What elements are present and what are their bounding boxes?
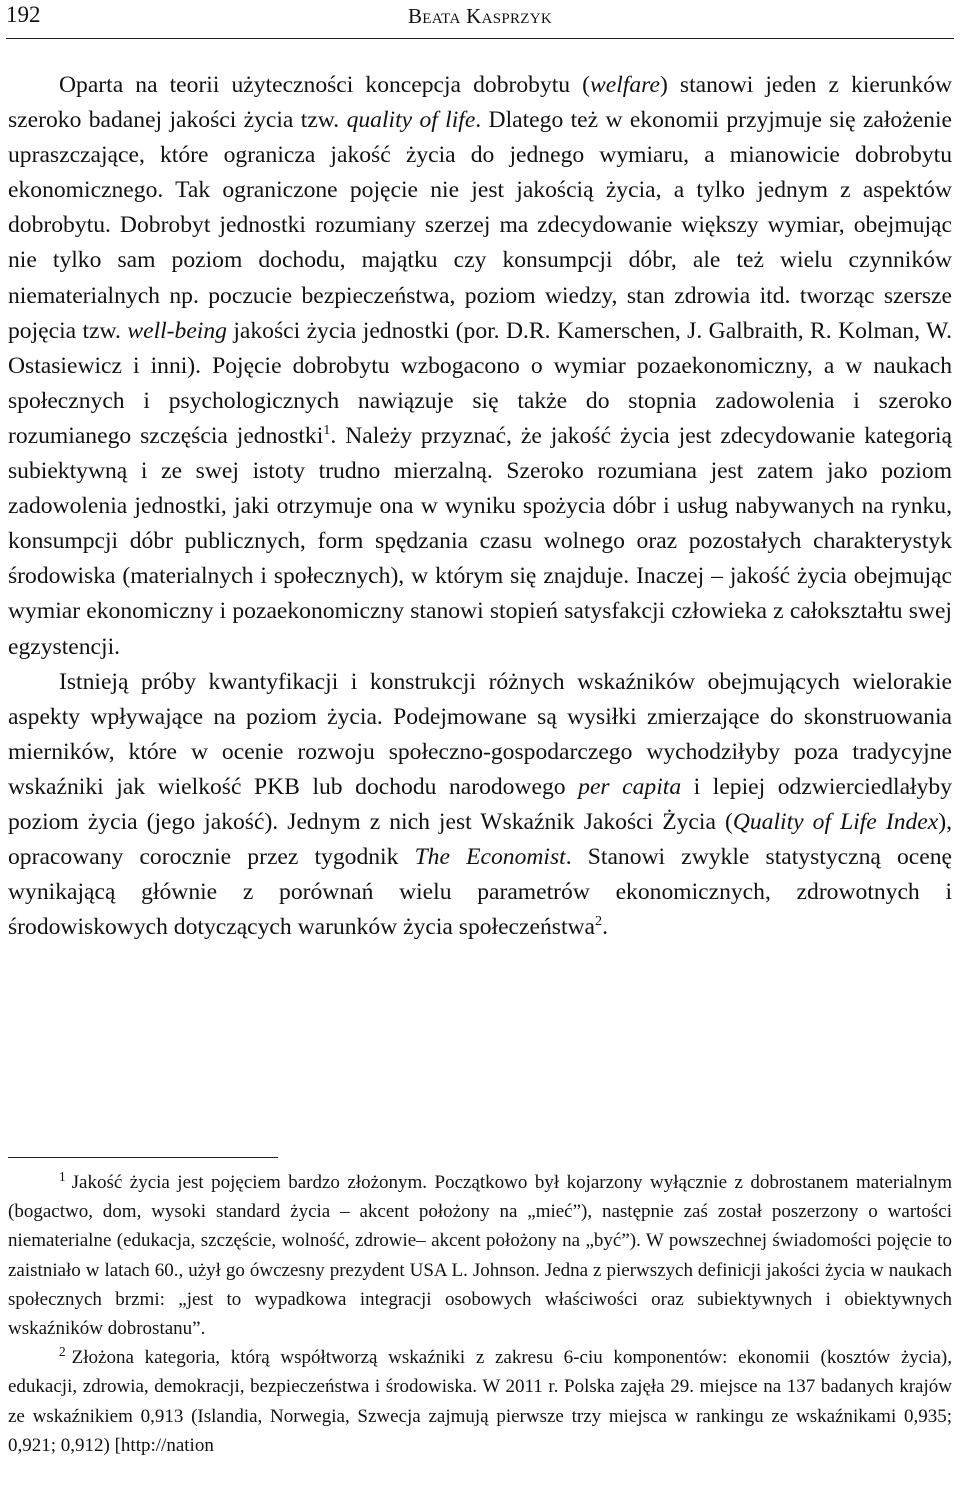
footnote bbox=[8, 1168, 952, 1343]
footnote-ref: 1 bbox=[323, 422, 331, 439]
paragraph bbox=[8, 665, 952, 946]
italic-term: The Economist bbox=[414, 844, 566, 871]
page-header bbox=[6, 0, 954, 39]
italic-term: well-being bbox=[127, 317, 227, 344]
italic-term: quality of life bbox=[346, 107, 476, 134]
footnote-marker: 1 bbox=[59, 1168, 66, 1184]
footnote-text: Jakość życia jest pojęciem bardzo złożonym. Początkowo był kojarzony wyłącznie z dobrostanem materialnym (bogactwo, dom, wysoki standard życia – akcent położony na „mieć”), następnie zaś został poszerzony o wartości niematerialne (edukacja, szczęście, wolność, zdrowie– akcent położony na „być”). W powszechnej świadomości pojęcie to zaistniało w latach 60., użył go ówczesny prezydent USA L. Johnson. Jedna z pierwszych definicji jakości życia w naukach społecznych brzmi: „jest to wypadkowa integracji osobowych właściwości oraz subiektywnych i obiektywnych wskaźników dobrostanu”. bbox=[8, 1172, 952, 1340]
text-run: i lepiej odzwierciedlałyby poziom życia (jego jakość). Jednym z nich jest Wskaźnik Jakości Życia ( bbox=[8, 773, 952, 835]
text-run: ), opracowany corocznie przez tygodnik bbox=[8, 808, 952, 871]
italic-term: Quality of Life Index bbox=[732, 808, 939, 835]
text-run: jakości życia jednostki (por. D.R. Kamerschen, J. Galbraith, R. Kolman, W. Ostasiewicz i inni). Pojęcie dobrobytu wzbogacono o wymiar pozaekonomiczny, a w naukach społecznych i psychologicznych nawiązuje się także do stopnia zadowolenia i szeroko rozumianego szczęścia jednostki bbox=[8, 317, 952, 449]
text-run: . Należy przyznać, że jakość życia jest zdecydowanie kategorią subiektywną i ze swej istoty trudno mierzalną. Szeroko rozumiana jest zatem jako poziom zadowolenia jednostki, jaki otrzymuje ona w wyniku spożycia dóbr i usług nabywanych na rynku, konsumpcji dóbr publicznych, form spędzania czasu wolnego oraz pozostałych charakterystyk środowiska (materialnych i społecznych), w którym się znajduje. Inaczej – jakość życia obejmując wymiar ekonomiczny i pozaekonomiczny stanowi stopień satysfakcji człowieka z całokształtu swej egzystencji. bbox=[8, 422, 952, 660]
footnote-ref: 2 bbox=[595, 913, 603, 930]
italic-term: per capita bbox=[578, 773, 682, 800]
footnote-marker: 2 bbox=[59, 1343, 66, 1359]
text-run: Oparta na teorii użyteczności koncepcja dobrobytu ( bbox=[59, 72, 591, 98]
text-run: . Stanowi zwykle statystyczną ocenę wynikającą głównie z porównań wielu parametrów ekonomicznych, zdrowotnych i środowiskowych dotyczących warunków życia społeczeństwa bbox=[8, 844, 953, 941]
body-text bbox=[8, 68, 952, 945]
footnotes bbox=[8, 1168, 952, 1460]
running-head: Beata Kasprzyk bbox=[407, 4, 553, 28]
text-run: . bbox=[602, 914, 609, 941]
paragraph bbox=[8, 68, 952, 665]
footnote bbox=[8, 1343, 952, 1460]
text-run: ) stanowi jeden z kierunków szeroko badanej jakości życia tzw. bbox=[8, 72, 952, 134]
footnote-separator bbox=[8, 1157, 278, 1158]
text-run: . Dlatego też w ekonomii przyjmuje się założenie upraszczające, które ogranicza jakość życia do jednego wymiaru, a mianowicie dobrobytu ekonomicznego. Tak ograniczone pojęcie nie jest jakością życia, a tylko jednym z aspektów dobrobytu. Dobrobyt jednostki rozumiany szerzej ma zdecydowanie większy wymiar, obejmując nie tylko sam poziom dochodu, majątku czy konsumpcji dóbr, ale też wielu czynników niematerialnych np. poczucie bezpieczeństwa, poziom wiedzy, stan zdrowia itd. tworząc szersze pojęcia tzw. bbox=[8, 107, 952, 344]
text-run: Istnieją próby kwantyfikacji i konstrukcji różnych wskaźników obejmujących wielorakie aspekty wpływające na poziom życia. Podejmowane są wysiłki zmierzające do skonstruowania mierników, które w ocenie rozwoju społeczno-gospodarczego wychodziłyby poza tradycyjne wskaźniki jak wielkość PKB lub dochodu narodowego bbox=[8, 668, 952, 800]
italic-term: welfare bbox=[590, 72, 660, 98]
page-number: 192 bbox=[6, 2, 41, 27]
footnote-text: Złożona kategoria, którą współtworzą wskaźniki z zakresu 6-ciu komponentów: ekonomii (kosztów życia), edukacji, zdrowia, demokracji, bezpieczeństwa i środowiska. W 2011 r. Polska zajęła 29. miejsce na 137 badanych krajów ze wskaźnikiem 0,913 (Islandia, Norwegia, Szwecja zajmują pierwsze trzy miejsca w rankingu ze wskaźnikami 0,935; 0,921; 0,912) [http://nation bbox=[8, 1347, 952, 1456]
